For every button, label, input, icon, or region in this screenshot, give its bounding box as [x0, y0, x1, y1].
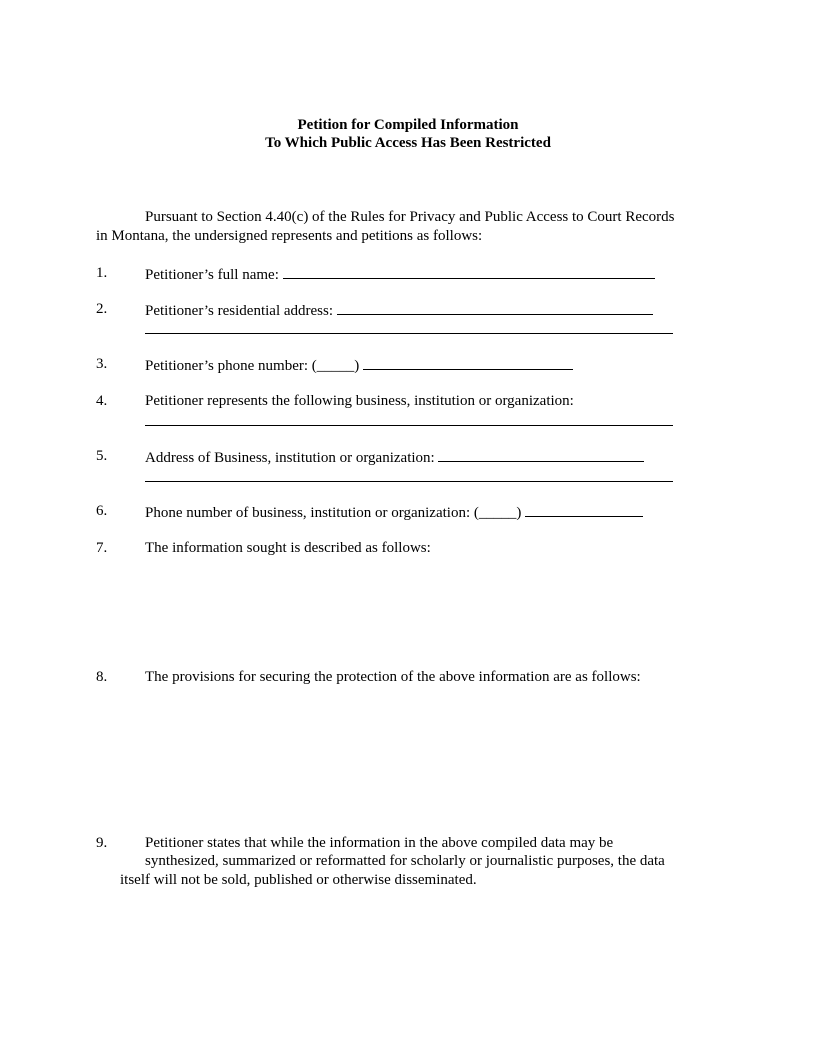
organization-phone-field[interactable]: [525, 502, 643, 517]
item-7-label: The information sought is described as follows:: [145, 540, 431, 556]
title-line-1: Petition for Compiled Information: [297, 117, 519, 133]
intro-line-2: in Montana, the undersigned represents and petitions as follows:: [96, 228, 483, 244]
item-1-number: 1.: [96, 265, 108, 281]
item-2-row: [145, 300, 653, 320]
item-5-row: [145, 447, 644, 467]
item-3-number: 3.: [96, 356, 108, 372]
item-2-number: 2.: [96, 301, 108, 317]
item-9-line-1: Petitioner states that while the information in the above compiled data may be: [145, 835, 614, 851]
item-6-number: 6.: [96, 503, 108, 519]
item-3-label: Petitioner’s phone number: (_____): [145, 358, 360, 374]
item-7-number: 7.: [96, 540, 108, 556]
organization-field[interactable]: [145, 425, 673, 426]
item-5-number: 5.: [96, 448, 108, 464]
item-5-label: Address of Business, institution or organization:: [145, 450, 435, 466]
item-8-label: The provisions for securing the protection of the above information are as follows:: [145, 669, 641, 685]
organization-address-field[interactable]: [438, 447, 644, 462]
item-1-row: [145, 264, 655, 284]
item-8-number: 8.: [96, 669, 108, 685]
organization-address-field-line-2[interactable]: [145, 481, 673, 482]
phone-number-field[interactable]: [363, 355, 573, 370]
item-9-line-2: synthesized, summarized or reformatted for scholarly or journalistic purposes, the data: [145, 853, 665, 869]
item-4-number: 4.: [96, 393, 108, 409]
intro-line-1: Pursuant to Section 4.40(c) of the Rules for Privacy and Public Access to Court Records: [145, 209, 675, 225]
item-6-label: Phone number of business, institution or organization: (_____): [145, 505, 522, 521]
item-6-row: [145, 502, 643, 522]
item-9-line-3: itself will not be sold, published or otherwise disseminated.: [120, 872, 477, 888]
item-4-label: Petitioner represents the following business, institution or organization:: [145, 393, 574, 409]
title-line-2: To Which Public Access Has Been Restricted: [265, 135, 551, 151]
full-name-field[interactable]: [283, 264, 655, 279]
residential-address-field-line-2[interactable]: [145, 333, 673, 334]
item-2-label: Petitioner’s residential address:: [145, 303, 334, 319]
information-sought-area[interactable]: [145, 562, 673, 658]
protection-provisions-area[interactable]: [145, 692, 673, 822]
item-9-number: 9.: [96, 835, 108, 851]
residential-address-field[interactable]: [337, 300, 653, 315]
item-3-row: [145, 355, 573, 375]
item-1-label: Petitioner’s full name:: [145, 267, 279, 283]
